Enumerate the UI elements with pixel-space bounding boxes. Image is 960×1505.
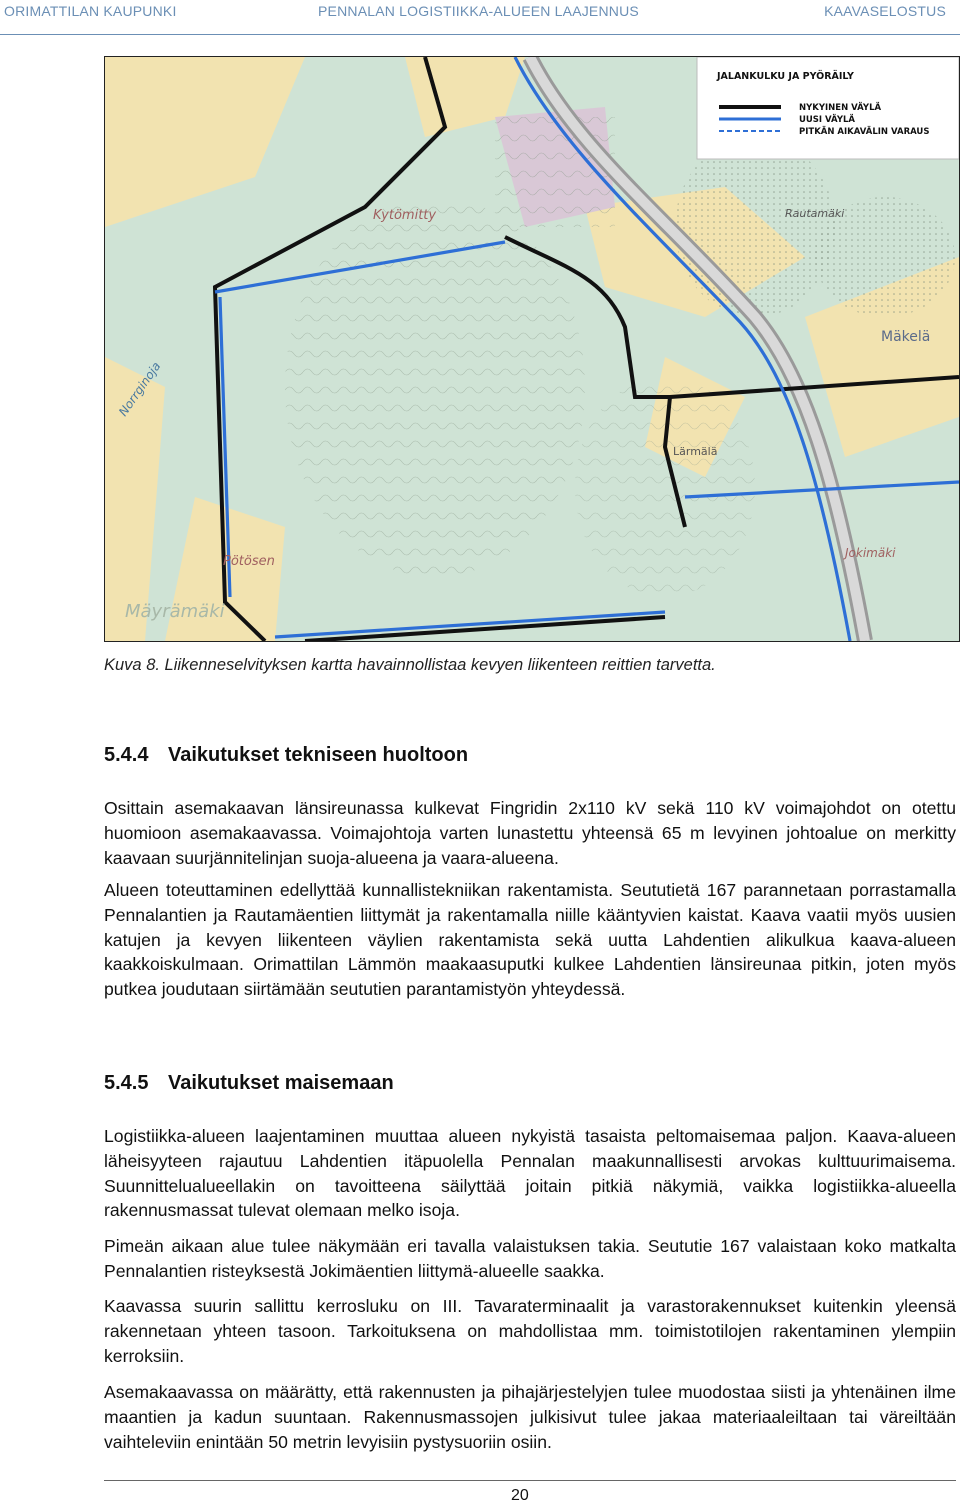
section-title: Vaikutukset maisemaan: [168, 1072, 394, 1094]
section-number: 5.4.5: [104, 1072, 149, 1094]
legend-item-existing: NYKYINEN VÄYLÄ: [799, 103, 882, 113]
section-heading-landscape: [104, 1072, 394, 1095]
legend-title: JALANKULKU JA PYÖRÄILY: [717, 71, 854, 82]
legend-item-long-term: PITKÄN AIKAVÄLIN VARAUS: [799, 127, 930, 137]
page-number: 20: [511, 1487, 529, 1504]
legend-item-new: UUSI VÄYLÄ: [799, 115, 855, 125]
place-name-potosen: Pötösen: [223, 554, 275, 569]
header-document-type: KAAVASELOSTUS: [824, 3, 946, 19]
place-name-larmala: Lärmälä: [673, 445, 718, 458]
paragraph: Logistiikka-alueen laajentaminen muuttaa alueen nykyistä tasaista peltomaisemaa paljon. Kaava-alueen läheisyyteen rajautuu Lahdentien itäpuolella Pennalan maakunnallisesti arvokas kulttuurimaisema. Suunnittelualueellakin on tavoitteena säilyttää joitain pitkiä näkymiä, vaikka logistiikka-alueella rakennusmassat tulevat olemaan melko isoja.: [104, 1126, 956, 1221]
header-divider: [0, 34, 960, 35]
header-organization: ORIMATTILAN KAUPUNKI: [4, 3, 177, 19]
paragraph: Kaavassa suurin sallittu kerrosluku on III. Tavaraterminaalit ja varastorakennukset kuitenkin yleensä rakennetaan yhteen tasoon. Tarkoituksena on mahdollistaa mm. toimistotilojen rakentaminen ylempiin kerroksiin.: [104, 1296, 956, 1366]
map-graphic: [105, 57, 959, 641]
traffic-map: [104, 56, 960, 642]
paragraph: Pimeän aikaan alue tulee näkymään eri tavalla valaistuksen takia. Seututie 167 valaistaan koko matkalta Pennalantien risteyksestä Jokimäentien liittymä-alueelle saakka.: [104, 1236, 956, 1281]
place-name-mayramaki: Mäyrämäki: [125, 601, 225, 622]
place-name-rautamaki: Rautamäki: [785, 207, 845, 220]
footer-divider: [104, 1480, 956, 1481]
place-name-makela: Mäkelä: [881, 329, 931, 345]
map-legend: [697, 57, 959, 159]
paragraph: Osittain asemakaavan länsireunassa kulkevat Fingridin 2x110 kV sekä 110 kV voimajohdot on otettu huomioon asemakaavassa. Voimajohtoja varten lunastettu yhteensä 65 m levyinen johtoalue on merkitty kaavaan suurjännitelinjan suoja-alueena ja vaara-alueena.: [104, 798, 956, 868]
paragraph: Alueen toteuttaminen edellyttää kunnallistekniikan rakentamista. Seututietä 167 parannetaan porrastamalla Pennalantien ja Rautamäentien liittymät ja rakentamalla niille kääntyvien kaistat. Kaava vaatii myös uusien katujen ja kevyen liikenteen väylien rakentamista sekä uutta Lahdentien alikulkua kaava-alueen kaakkoiskulmaan. Orimattilan Lämmön maakaasuputki kulkee Lahdentien länsireunaa pitkin, joten myös putkea joudutaan siirtämään seututien parantamistyön yhteydessä.: [104, 880, 956, 1000]
paragraph: Asemakaavassa on määrätty, että rakennusten ja pihajärjestelyjen tulee muodostaa siisti ja yhtenäinen ilme maantien ja kadun suuntaan. Rakennusmassojen julkisivut tulee jakaa materiaaleiltaan tai väreiltään vaihteleviin enintään 50 metrin levyisiin pystysuoriin osiin.: [104, 1382, 956, 1452]
section-title: Vaikutukset tekniseen huoltoon: [168, 744, 469, 766]
section-heading-technical: [104, 744, 468, 767]
hill-contours: [575, 377, 755, 597]
figure-caption: Kuva 8. Liikenneselvityksen kartta havainnollistaa kevyen liikenteen reittien tarvetta.: [104, 656, 716, 674]
page-header: [0, 0, 960, 38]
place-name-kytomitty: Kytömitty: [373, 208, 437, 223]
settlement-area: [675, 137, 835, 317]
section-number: 5.4.4: [104, 744, 149, 766]
header-project: PENNALAN LOGISTIIKKA-ALUEEN LAAJENNUS: [318, 3, 639, 19]
place-name-jokimaki: Jokimäki: [845, 546, 896, 560]
place-name-norrginoja: Norrginoja: [115, 359, 164, 419]
